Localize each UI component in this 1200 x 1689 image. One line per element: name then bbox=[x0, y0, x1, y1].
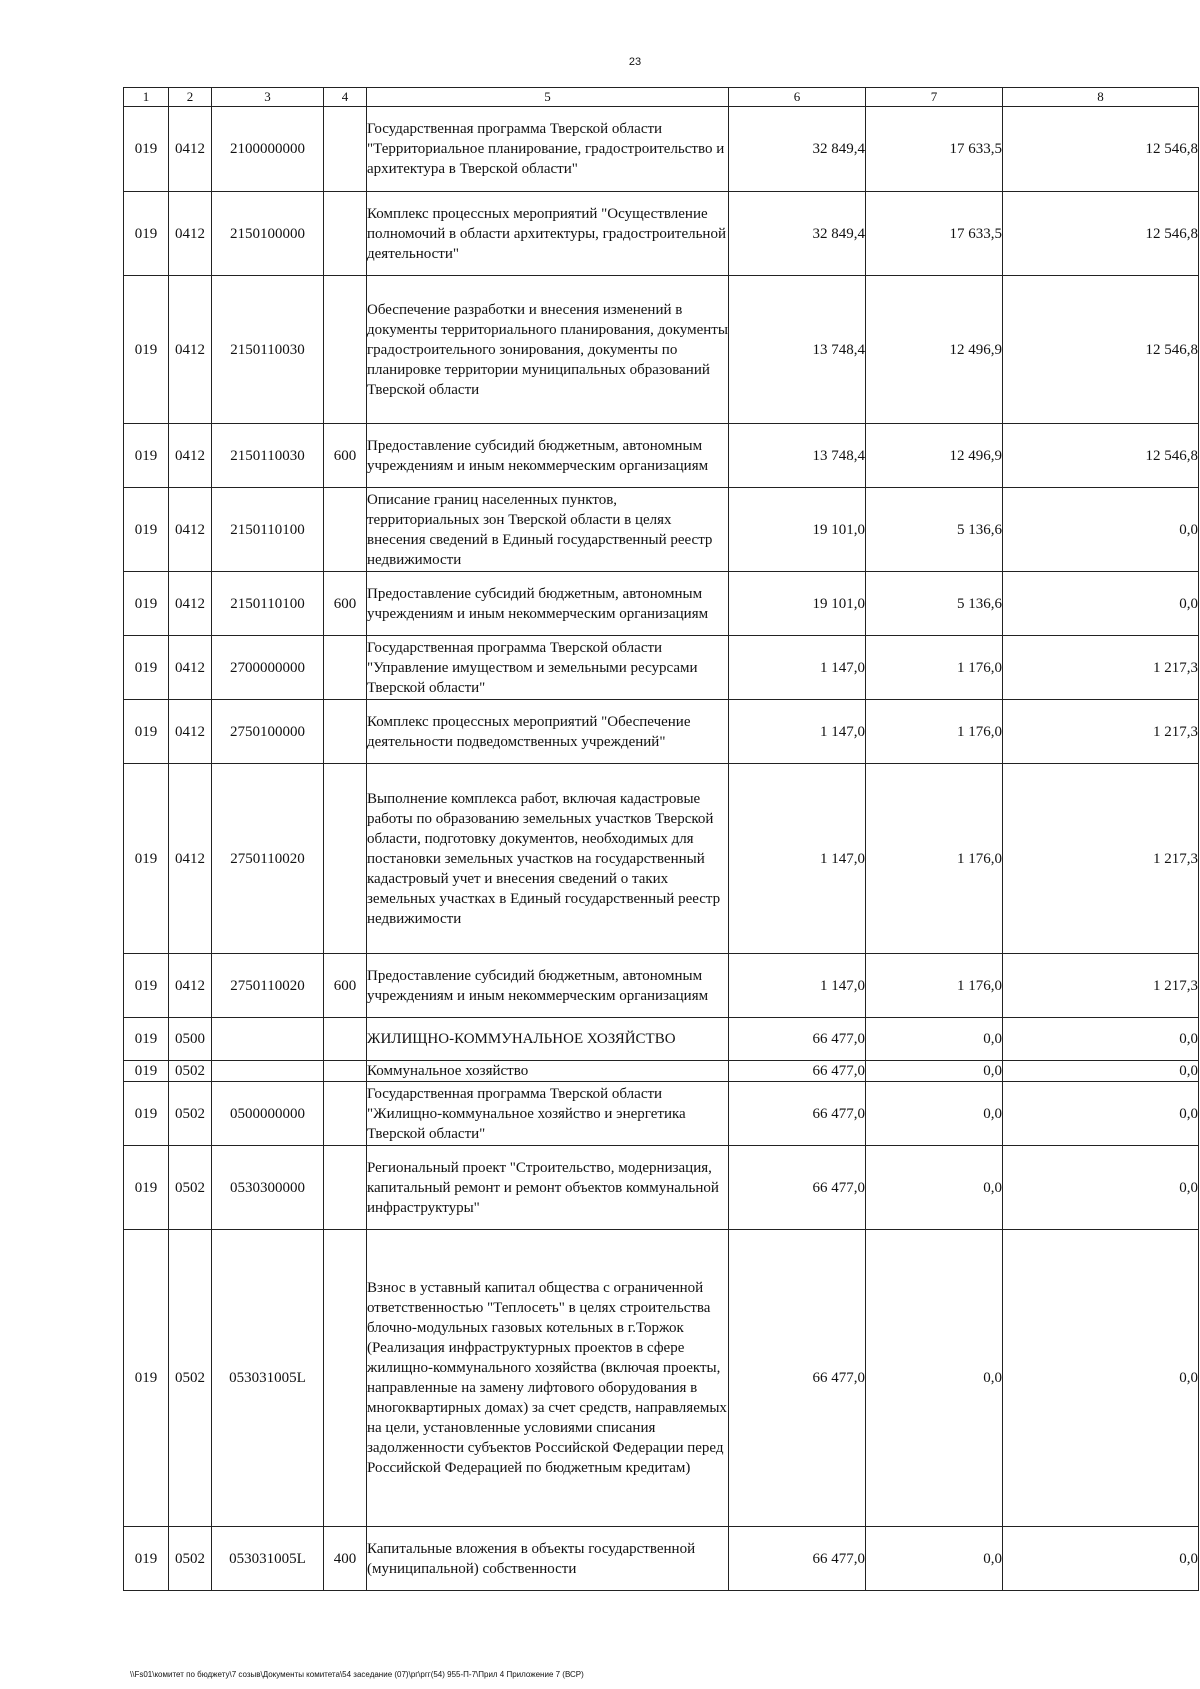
amount-col7: 17 633,5 bbox=[866, 107, 1003, 192]
row-description: Предоставление субсидий бюджетным, автономным учреждениям и иным некоммерческим организациям bbox=[367, 954, 729, 1018]
amount-col7: 1 176,0 bbox=[866, 764, 1003, 954]
amount-col6: 1 147,0 bbox=[729, 636, 866, 700]
expense-type bbox=[324, 276, 367, 424]
column-header: 1 bbox=[124, 88, 169, 107]
page-number: 23 bbox=[628, 56, 642, 68]
table-row bbox=[124, 636, 1199, 700]
table-row bbox=[124, 192, 1199, 276]
amount-col6: 66 477,0 bbox=[729, 1082, 866, 1146]
row-description: Комплекс процессных мероприятий "Обеспечение деятельности подведомственных учреждений" bbox=[367, 700, 729, 764]
target-article: 0500000000 bbox=[212, 1082, 324, 1146]
section-code: 0412 bbox=[169, 764, 212, 954]
row-description: Региональный проект "Строительство, модернизация, капитальный ремонт и ремонт объектов коммунальной инфраструктуры" bbox=[367, 1146, 729, 1230]
section-code: 0502 bbox=[169, 1527, 212, 1591]
expense-type bbox=[324, 488, 367, 572]
expense-type bbox=[324, 107, 367, 192]
section-code: 0412 bbox=[169, 276, 212, 424]
amount-col7: 0,0 bbox=[866, 1061, 1003, 1082]
amount-col7: 0,0 bbox=[866, 1230, 1003, 1527]
target-article: 053031005L bbox=[212, 1230, 324, 1527]
target-article: 2750100000 bbox=[212, 700, 324, 764]
amount-col8: 0,0 bbox=[1003, 488, 1199, 572]
amount-col8: 1 217,3 bbox=[1003, 764, 1199, 954]
amount-col8: 0,0 bbox=[1003, 1230, 1199, 1527]
table-row bbox=[124, 276, 1199, 424]
section-code: 0412 bbox=[169, 192, 212, 276]
target-article: 2150110100 bbox=[212, 572, 324, 636]
column-header: 8 bbox=[1003, 88, 1199, 107]
amount-col6: 19 101,0 bbox=[729, 488, 866, 572]
amount-col7: 5 136,6 bbox=[866, 488, 1003, 572]
amount-col7: 0,0 bbox=[866, 1018, 1003, 1061]
ministry-code: 019 bbox=[124, 954, 169, 1018]
budget-table bbox=[123, 87, 1199, 1591]
amount-col8: 0,0 bbox=[1003, 1146, 1199, 1230]
footer-file-path: \\Fs01\комитет по бюджету\7 созыв\Документы комитета\54 заседание (07)\рг\ргг(54) 955-П-7\Прил 4 Приложение 7 (ВСР) bbox=[130, 1670, 584, 1679]
amount-col7: 5 136,6 bbox=[866, 572, 1003, 636]
column-header: 2 bbox=[169, 88, 212, 107]
amount-col7: 0,0 bbox=[866, 1146, 1003, 1230]
table-row bbox=[124, 107, 1199, 192]
expense-type: 600 bbox=[324, 572, 367, 636]
row-description: Государственная программа Тверской области "Управление имуществом и земельными ресурсами Тверской области" bbox=[367, 636, 729, 700]
table-row bbox=[124, 1061, 1199, 1082]
row-description: Государственная программа Тверской области "Жилищно-коммунальное хозяйство и энергетика Тверской области" bbox=[367, 1082, 729, 1146]
amount-col8: 12 546,8 bbox=[1003, 424, 1199, 488]
amount-col6: 66 477,0 bbox=[729, 1061, 866, 1082]
table-row bbox=[124, 1146, 1199, 1230]
amount-col7: 0,0 bbox=[866, 1082, 1003, 1146]
row-description: Взнос в уставный капитал общества с ограниченной ответственностью "Теплосеть" в целях строительства блочно-модульных газовых котельных в г.Торжок (Реализация инфраструктурных проектов в сфере жилищно-коммунального хозяйства (включая проекты, направленные на замену лифтового оборудования в многоквартирных домах) за счет средств, направляемых на цели, установленные условиями списания задолженности субъектов Российской Федерации перед Российской Федерацией по бюджетным кредитам) bbox=[367, 1230, 729, 1527]
expense-type bbox=[324, 1146, 367, 1230]
section-code: 0500 bbox=[169, 1018, 212, 1061]
section-code: 0412 bbox=[169, 572, 212, 636]
column-header: 6 bbox=[729, 88, 866, 107]
amount-col8: 0,0 bbox=[1003, 1061, 1199, 1082]
expense-type: 400 bbox=[324, 1527, 367, 1591]
section-code: 0502 bbox=[169, 1061, 212, 1082]
target-article: 2750110020 bbox=[212, 764, 324, 954]
section-code: 0502 bbox=[169, 1082, 212, 1146]
ministry-code: 019 bbox=[124, 636, 169, 700]
amount-col7: 1 176,0 bbox=[866, 954, 1003, 1018]
row-description: Коммунальное хозяйство bbox=[367, 1061, 729, 1082]
section-code: 0412 bbox=[169, 636, 212, 700]
section-code: 0412 bbox=[169, 954, 212, 1018]
table-row bbox=[124, 700, 1199, 764]
amount-col6: 66 477,0 bbox=[729, 1146, 866, 1230]
expense-type bbox=[324, 1082, 367, 1146]
target-article: 0530300000 bbox=[212, 1146, 324, 1230]
section-code: 0412 bbox=[169, 700, 212, 764]
table-row bbox=[124, 1230, 1199, 1527]
table-row bbox=[124, 424, 1199, 488]
ministry-code: 019 bbox=[124, 192, 169, 276]
column-header: 4 bbox=[324, 88, 367, 107]
ministry-code: 019 bbox=[124, 276, 169, 424]
ministry-code: 019 bbox=[124, 1018, 169, 1061]
amount-col8: 1 217,3 bbox=[1003, 954, 1199, 1018]
amount-col6: 32 849,4 bbox=[729, 107, 866, 192]
amount-col6: 19 101,0 bbox=[729, 572, 866, 636]
amount-col6: 1 147,0 bbox=[729, 764, 866, 954]
amount-col7: 17 633,5 bbox=[866, 192, 1003, 276]
table-row bbox=[124, 1018, 1199, 1061]
column-header: 7 bbox=[866, 88, 1003, 107]
row-description: Описание границ населенных пунктов, территориальных зон Тверской области в целях внесения сведений в Единый государственный реестр недвижимости bbox=[367, 488, 729, 572]
amount-col7: 12 496,9 bbox=[866, 424, 1003, 488]
section-code: 0412 bbox=[169, 488, 212, 572]
amount-col6: 66 477,0 bbox=[729, 1230, 866, 1527]
row-description: Капитальные вложения в объекты государственной (муниципальной) собственности bbox=[367, 1527, 729, 1591]
ministry-code: 019 bbox=[124, 1230, 169, 1527]
row-description: Предоставление субсидий бюджетным, автономным учреждениям и иным некоммерческим организациям bbox=[367, 572, 729, 636]
ministry-code: 019 bbox=[124, 764, 169, 954]
row-description: ЖИЛИЩНО-КОММУНАЛЬНОЕ ХОЗЯЙСТВО bbox=[367, 1018, 729, 1061]
table-row bbox=[124, 764, 1199, 954]
table-row bbox=[124, 572, 1199, 636]
ministry-code: 019 bbox=[124, 424, 169, 488]
ministry-code: 019 bbox=[124, 1061, 169, 1082]
target-article bbox=[212, 1061, 324, 1082]
amount-col7: 1 176,0 bbox=[866, 636, 1003, 700]
header-row bbox=[124, 88, 1199, 107]
amount-col7: 1 176,0 bbox=[866, 700, 1003, 764]
expense-type bbox=[324, 1230, 367, 1527]
table-row bbox=[124, 488, 1199, 572]
expense-type bbox=[324, 700, 367, 764]
amount-col8: 0,0 bbox=[1003, 1082, 1199, 1146]
amount-col8: 0,0 bbox=[1003, 1018, 1199, 1061]
target-article: 2150110030 bbox=[212, 276, 324, 424]
column-header: 3 bbox=[212, 88, 324, 107]
section-code: 0412 bbox=[169, 107, 212, 192]
target-article: 053031005L bbox=[212, 1527, 324, 1591]
amount-col6: 1 147,0 bbox=[729, 954, 866, 1018]
amount-col6: 13 748,4 bbox=[729, 276, 866, 424]
expense-type bbox=[324, 1018, 367, 1061]
target-article: 2750110020 bbox=[212, 954, 324, 1018]
expense-type bbox=[324, 1061, 367, 1082]
expense-type bbox=[324, 636, 367, 700]
row-description: Комплекс процессных мероприятий "Осуществление полномочий в области архитектуры, градостроительной деятельности" bbox=[367, 192, 729, 276]
amount-col8: 12 546,8 bbox=[1003, 276, 1199, 424]
ministry-code: 019 bbox=[124, 107, 169, 192]
amount-col8: 0,0 bbox=[1003, 572, 1199, 636]
expense-type bbox=[324, 764, 367, 954]
ministry-code: 019 bbox=[124, 572, 169, 636]
target-article: 2700000000 bbox=[212, 636, 324, 700]
section-code: 0502 bbox=[169, 1230, 212, 1527]
target-article bbox=[212, 1018, 324, 1061]
amount-col8: 12 546,8 bbox=[1003, 192, 1199, 276]
row-description: Обеспечение разработки и внесения изменений в документы территориального планирования, документы градостроительного зонирования, документы по планировке территории муниципальных образований Тверской области bbox=[367, 276, 729, 424]
ministry-code: 019 bbox=[124, 1527, 169, 1591]
amount-col6: 32 849,4 bbox=[729, 192, 866, 276]
amount-col7: 0,0 bbox=[866, 1527, 1003, 1591]
table-row bbox=[124, 954, 1199, 1018]
amount-col7: 12 496,9 bbox=[866, 276, 1003, 424]
row-description: Выполнение комплекса работ, включая кадастровые работы по образованию земельных участков Тверской области, подготовку документов, необходимых для постановки земельных участков на государственный кадастровый учет и внесения сведений о таких земельных участках в Единый государственный реестр недвижимости bbox=[367, 764, 729, 954]
expense-type: 600 bbox=[324, 954, 367, 1018]
table-row bbox=[124, 1082, 1199, 1146]
amount-col6: 13 748,4 bbox=[729, 424, 866, 488]
expense-type: 600 bbox=[324, 424, 367, 488]
ministry-code: 019 bbox=[124, 488, 169, 572]
amount-col8: 12 546,8 bbox=[1003, 107, 1199, 192]
amount-col8: 1 217,3 bbox=[1003, 636, 1199, 700]
row-description: Предоставление субсидий бюджетным, автономным учреждениям и иным некоммерческим организациям bbox=[367, 424, 729, 488]
section-code: 0412 bbox=[169, 424, 212, 488]
amount-col6: 1 147,0 bbox=[729, 700, 866, 764]
ministry-code: 019 bbox=[124, 1082, 169, 1146]
table-row bbox=[124, 1527, 1199, 1591]
amount-col8: 0,0 bbox=[1003, 1527, 1199, 1591]
target-article: 2150110100 bbox=[212, 488, 324, 572]
amount-col6: 66 477,0 bbox=[729, 1018, 866, 1061]
expense-type bbox=[324, 192, 367, 276]
target-article: 2150100000 bbox=[212, 192, 324, 276]
target-article: 2150110030 bbox=[212, 424, 324, 488]
target-article: 2100000000 bbox=[212, 107, 324, 192]
section-code: 0502 bbox=[169, 1146, 212, 1230]
column-header: 5 bbox=[367, 88, 729, 107]
ministry-code: 019 bbox=[124, 1146, 169, 1230]
row-description: Государственная программа Тверской области "Территориальное планирование, градостроительство и архитектура в Тверской области" bbox=[367, 107, 729, 192]
amount-col8: 1 217,3 bbox=[1003, 700, 1199, 764]
amount-col6: 66 477,0 bbox=[729, 1527, 866, 1591]
ministry-code: 019 bbox=[124, 700, 169, 764]
